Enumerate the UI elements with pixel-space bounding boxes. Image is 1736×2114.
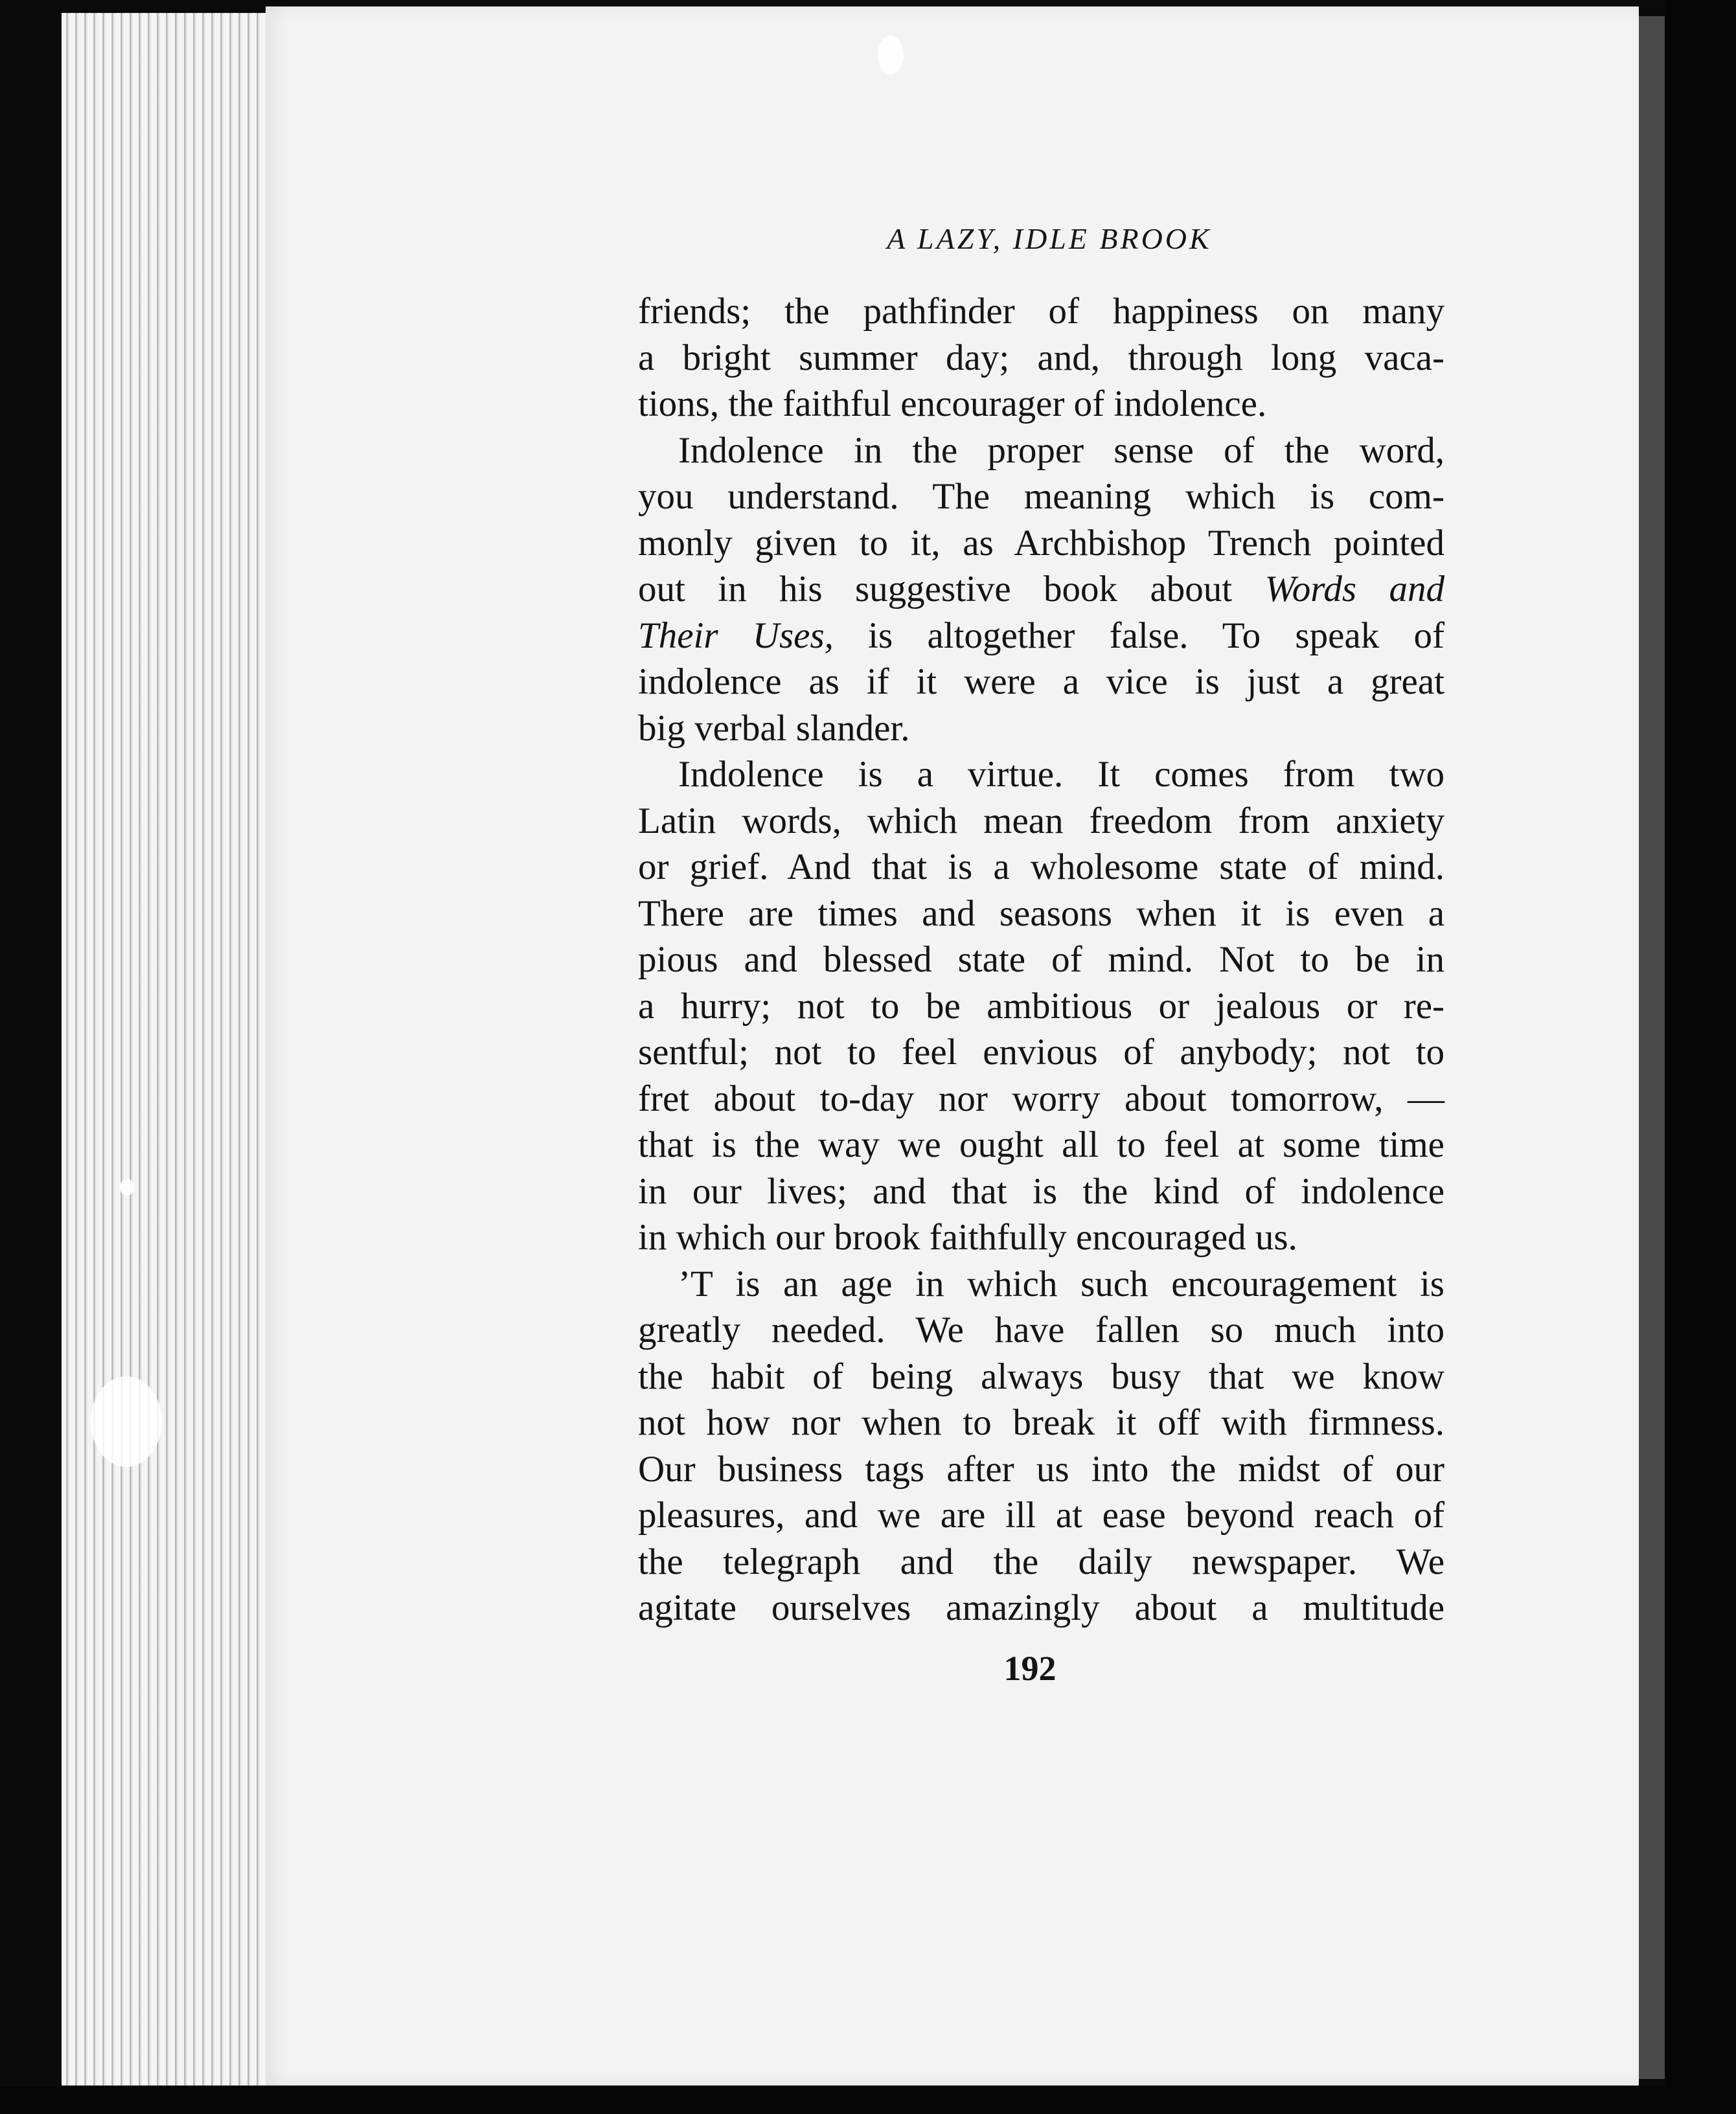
text-line: pleasures, and we are ill at ease beyond reach of [638, 1495, 1445, 1536]
line-suffix: is altogether false. To speak of [833, 615, 1445, 656]
text-line: ’T is an age in which such encouragement is [678, 1263, 1445, 1304]
text-line: in which our brook faithfully encouraged us. [638, 1217, 1297, 1258]
scan-blemish [878, 36, 904, 74]
paragraph-1 [638, 288, 1445, 427]
text-line: sentful; not to feel envious of anybody; not to [638, 1032, 1445, 1073]
text-line: monly given to it, as Archbishop Trench pointed [638, 522, 1445, 563]
text-line: Indolence is a virtue. It comes from two [678, 754, 1445, 795]
paragraph-3 [638, 751, 1445, 1261]
scan-blemish [91, 1376, 162, 1467]
page-edges [62, 13, 275, 2086]
text-line: greatly needed. We have fallen so much into [638, 1310, 1445, 1350]
running-head: A LAZY, IDLE BROOK [887, 222, 1212, 255]
paragraph-2 [638, 427, 1445, 752]
text-line: the habit of being always busy that we know [638, 1356, 1445, 1397]
page-number: 192 [1003, 1649, 1056, 1688]
scan-border-bottom [0, 2087, 1736, 2114]
text-line: a hurry; not to be ambitious or jealous or re- [638, 985, 1445, 1027]
scan-blemish [120, 1179, 134, 1196]
text-line: indolence as if it were a vice is just a great [638, 661, 1445, 702]
text-line: pious and blessed state of mind. Not to be in [638, 939, 1445, 980]
text-line: that is the way we ought all to feel at some time [638, 1124, 1445, 1165]
book-title-part1: Words and [1264, 569, 1445, 609]
text-line: fret about to-day nor worry about tomorrow, — [638, 1078, 1445, 1119]
text-line: not how nor when to break it off with firmness. [638, 1402, 1445, 1443]
book-title-part2: Their Uses, [638, 615, 834, 656]
text-line: in our lives; and that is the kind of indolence [638, 1170, 1445, 1212]
text-line: or grief. And that is a wholesome state of mind. [638, 847, 1445, 887]
text-line: you understand. The meaning which is com- [638, 476, 1445, 517]
body-text [638, 288, 1445, 1631]
text-line: a bright summer day; and, through long vaca- [638, 337, 1445, 378]
scan-border-right [1665, 0, 1736, 2114]
text-line-with-title [638, 613, 1445, 659]
text-line: agitate ourselves amazingly about a multitude [638, 1587, 1445, 1628]
text-line: big verbal slander. [638, 707, 910, 749]
text-line: Our business tags after us into the midst of our [638, 1448, 1445, 1490]
text-line: There are times and seasons when it is even a [638, 892, 1445, 934]
text-line-with-title [638, 566, 1445, 613]
paragraph-4 [638, 1261, 1445, 1631]
text-line: Indolence in the proper sense of the word, [678, 429, 1445, 471]
text-line: Latin words, which mean freedom from anxiety [638, 800, 1445, 841]
facing-page-edge [1639, 16, 1665, 2079]
text-line: the telegraph and the daily newspaper. We [638, 1541, 1445, 1582]
text-line: tions, the faithful encourager of indolence. [638, 383, 1267, 424]
text-line: friends; the pathfinder of happiness on many [638, 291, 1445, 332]
line-prefix: out in his suggestive book about [638, 569, 1265, 609]
